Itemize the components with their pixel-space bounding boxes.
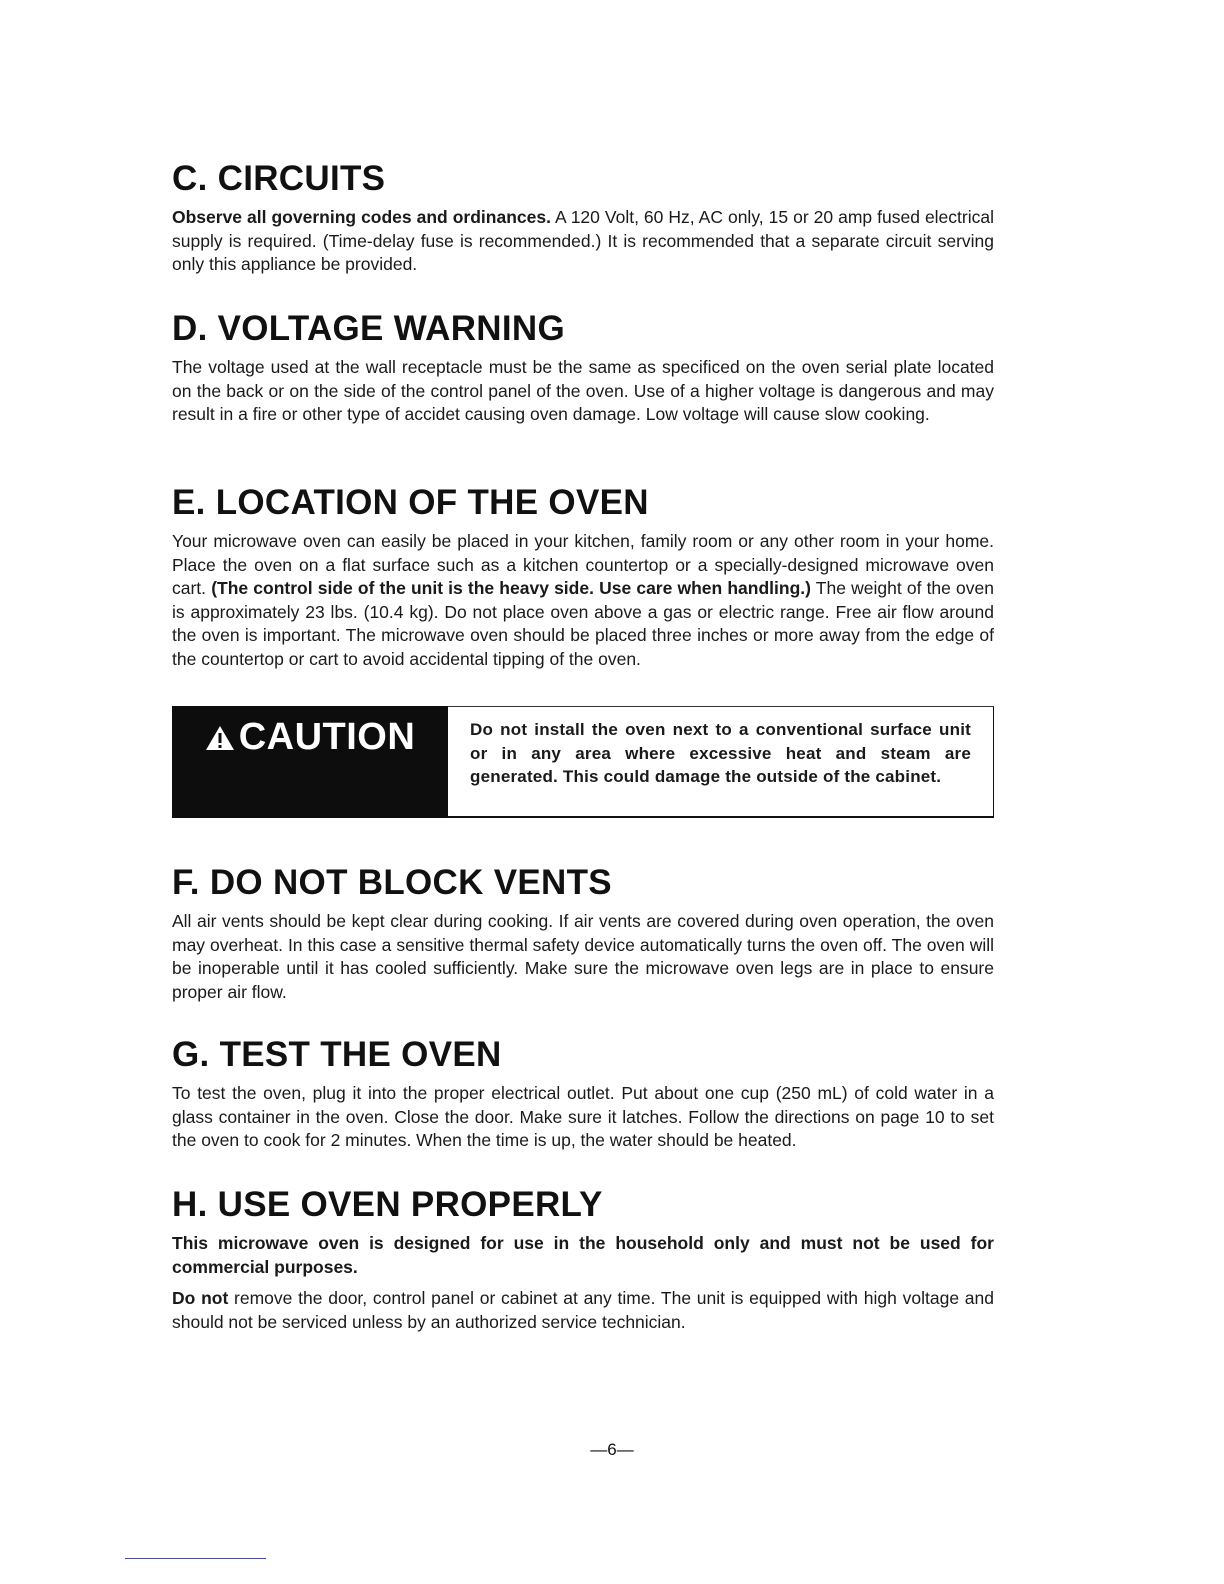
body-text: The weight of the oven is approximately 23 lbs. (10.4 kg). Do not place oven above a gas or electric range. Free air flow around the oven is important. The microwave oven should be placed three inches or more away from the edge of the countertop or cart to avoid accidental tipping of the oven. bbox=[172, 578, 994, 669]
bold-lead: Observe all governing codes and ordinances. bbox=[172, 207, 551, 227]
body-text: A 120 Volt, 60 Hz, AC only, 15 or 20 amp fused electrical supply is required. (Time-delay fuse is recommended.) It is recommended that a separate circuit serving only this appliance be provided. bbox=[172, 207, 994, 274]
section-body bbox=[172, 206, 994, 277]
section-circuits bbox=[172, 158, 994, 277]
section-test-the-oven bbox=[172, 1034, 994, 1153]
section-body bbox=[172, 530, 994, 671]
section-body: All air vents should be kept clear during cooking. If air vents are covered during oven operation, the oven may overheat. In this case a sensitive thermal safety device automatically turns the oven off. The oven will be inoperable until it has cooled sufficiently. Make sure the microwave oven legs are in place to ensure proper air flow. bbox=[172, 911, 994, 1002]
section-title: G. TEST THE OVEN bbox=[172, 1035, 502, 1074]
body-text: remove the door, control panel or cabinet at any time. The unit is equipped with high voltage and should not be serviced unless by an authorized service technician. bbox=[172, 1288, 995, 1332]
bold-lead: Do not bbox=[172, 1288, 229, 1308]
section-body bbox=[172, 1287, 994, 1334]
section-title: E. LOCATION OF THE OVEN bbox=[172, 483, 649, 522]
section-location bbox=[172, 482, 994, 671]
section-body: To test the oven, plug it into the proper electrical outlet. Put about one cup (250 mL) of cold water in a glass container in the oven. Close the door. Make sure it latches. Follow the directions on page 10 to set the oven to cook for 2 minutes. When the time is up, the water should be heated. bbox=[172, 1083, 994, 1150]
caution-text: Do not install the oven next to a conventional surface unit or in any area where excessive heat and steam are generated. This could damage the outside of the cabinet. bbox=[470, 720, 971, 786]
section-do-not-block-vents bbox=[172, 862, 994, 1004]
warning-triangle-icon bbox=[205, 724, 235, 752]
section-voltage-warning bbox=[172, 308, 994, 427]
caution-label-panel bbox=[172, 706, 448, 818]
section-title: F. DO NOT BLOCK VENTS bbox=[172, 863, 612, 902]
section-body: The voltage used at the wall receptacle must be the same as specificed on the oven serial plate located on the back or on the side of the control panel of the oven. Use of a higher voltage is dangerous and may result in a fire or other type of accidet causing oven damage. Low voltage will cause slow cooking. bbox=[172, 357, 994, 424]
bold-note: (The control side of the unit is the heavy side. Use care when handling.) bbox=[211, 578, 811, 598]
page-number: —6— bbox=[590, 1440, 634, 1459]
caution-label: CAUTION bbox=[238, 716, 416, 758]
caution-message-panel bbox=[448, 706, 994, 818]
section-title: H. USE OVEN PROPERLY bbox=[172, 1185, 603, 1224]
bold-paragraph: This microwave oven is designed for use in the household only and must not be used for commercial purposes. bbox=[172, 1233, 994, 1277]
section-title: C. CIRCUITS bbox=[172, 159, 386, 198]
body-text: Your microwave oven can easily be placed in your kitchen, family room or any other room in your home. Place the oven on a flat surface such as a kitchen countertop or a specially-designed microwave oven cart. bbox=[172, 531, 994, 598]
section-use-oven-properly bbox=[172, 1184, 994, 1334]
section-title: D. VOLTAGE WARNING bbox=[172, 309, 565, 348]
caution-box bbox=[172, 706, 994, 818]
footer-rule bbox=[125, 1558, 266, 1559]
